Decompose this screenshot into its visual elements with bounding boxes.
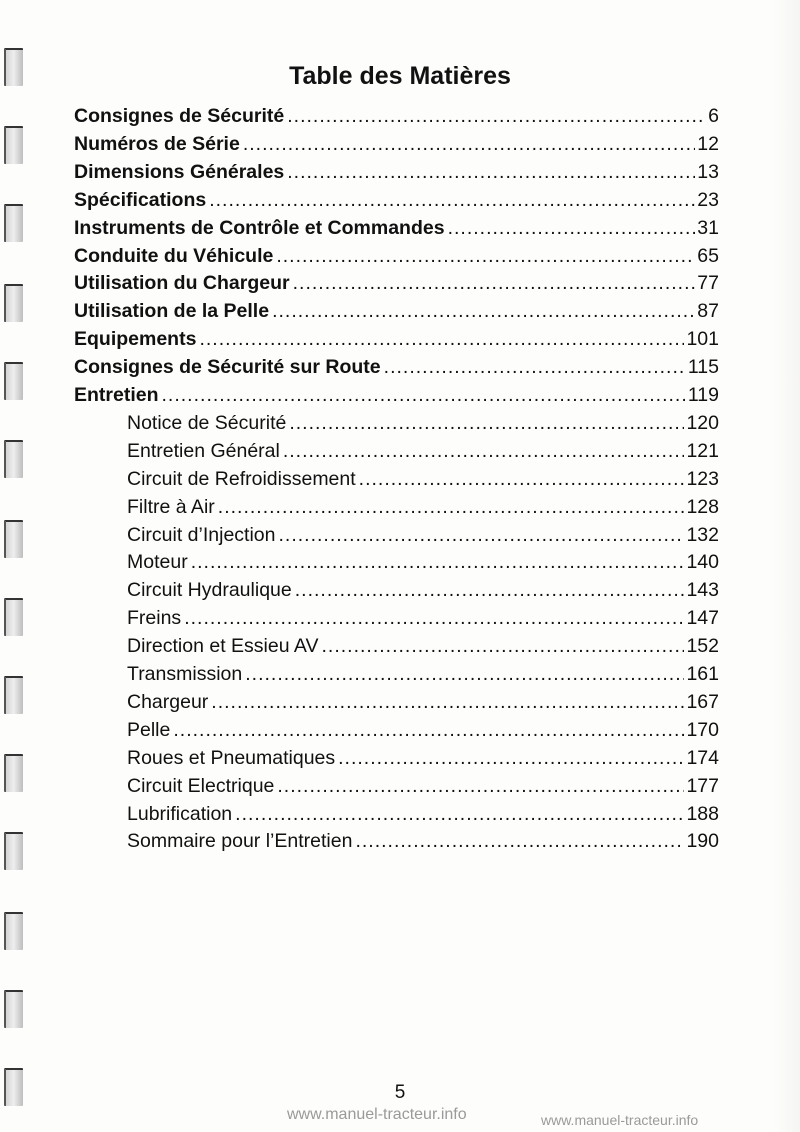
toc-subentry[interactable] — [127, 745, 719, 772]
binding-hole — [4, 598, 23, 636]
toc-entry-label: Numéros de Série — [74, 133, 240, 155]
dot-leader — [295, 577, 685, 604]
toc-entry[interactable] — [74, 326, 719, 353]
toc-entry[interactable] — [74, 159, 719, 186]
toc-subentry[interactable] — [127, 689, 719, 716]
dot-leader — [276, 243, 695, 270]
toc-entry-page: 115 — [687, 356, 719, 378]
dot-leader — [359, 466, 685, 493]
dot-leader — [287, 103, 706, 130]
toc-entry-page: 132 — [686, 524, 719, 546]
toc-entry-label: Entretien Général — [127, 440, 280, 462]
page-title: Table des Matières — [289, 62, 511, 90]
watermark-right: www.manuel-tracteur.info — [541, 1112, 699, 1128]
binding-hole — [4, 284, 23, 322]
toc-entry-label: Freins — [127, 607, 182, 629]
toc-entry-page: 119 — [687, 384, 719, 406]
binding-hole — [4, 990, 23, 1028]
toc-entry-label: Consignes de Sécurité sur Route — [74, 356, 381, 378]
toc-entry-page: 147 — [686, 607, 719, 629]
dot-leader — [245, 661, 684, 688]
toc-entry-label: Filtre à Air — [127, 496, 215, 518]
toc-entry-label: Moteur — [127, 551, 188, 573]
toc-entry-page: 23 — [697, 189, 719, 211]
toc-entry-page: 188 — [686, 803, 719, 825]
toc-entry[interactable] — [74, 103, 719, 130]
toc-entry[interactable] — [74, 243, 719, 270]
toc-entry[interactable] — [74, 354, 719, 381]
toc-entry-page: 31 — [697, 217, 719, 239]
watermark-left: www.manuel-tracteur.info — [287, 1106, 467, 1123]
toc-entry-page: 65 — [697, 245, 719, 267]
dot-leader — [283, 438, 685, 465]
toc-entry-label: Utilisation de la Pelle — [74, 300, 270, 322]
toc-entry-label: Direction et Essieu AV — [127, 635, 319, 657]
toc-subentry[interactable] — [127, 549, 719, 576]
toc-entry-page: 101 — [686, 328, 719, 350]
dot-leader — [278, 522, 684, 549]
binding-hole — [4, 912, 23, 950]
dot-leader — [162, 382, 686, 409]
toc-entry-page: 12 — [697, 133, 719, 155]
toc-entry-page: 170 — [686, 719, 719, 741]
dot-leader — [287, 159, 695, 186]
toc-entry-page: 143 — [686, 579, 719, 601]
toc-entry-label: Entretien — [74, 384, 159, 406]
dot-leader — [209, 187, 695, 214]
toc-entry-label: Consignes de Sécurité — [74, 105, 285, 127]
binding-hole — [4, 832, 23, 870]
dot-leader — [235, 801, 684, 828]
dot-leader — [293, 270, 696, 297]
dot-leader — [384, 354, 686, 381]
toc-subentry[interactable] — [127, 828, 719, 855]
toc-entry-page: 120 — [686, 412, 719, 434]
toc-entry-page: 123 — [686, 468, 719, 490]
toc-entry-label: Circuit de Refroidissement — [127, 468, 356, 490]
binding-hole — [4, 676, 23, 714]
toc-entry-page: 190 — [686, 830, 719, 852]
toc-entry[interactable] — [74, 270, 719, 297]
binding-hole — [4, 440, 23, 478]
dot-leader — [191, 549, 685, 576]
binding-hole — [4, 204, 23, 242]
toc-subentry[interactable] — [127, 661, 719, 688]
dot-leader — [355, 828, 684, 855]
binding-hole — [4, 126, 23, 164]
toc-entry-label: Sommaire pour l’Entretien — [127, 830, 353, 852]
toc-entry-label: Circuit d’Injection — [127, 524, 276, 546]
toc-entry-page: 77 — [697, 272, 719, 294]
toc-entry-page: 13 — [697, 161, 719, 183]
dot-leader — [184, 605, 684, 632]
toc-entry-label: Transmission — [127, 663, 243, 685]
toc-subentry[interactable] — [127, 522, 719, 549]
page-edge-shadow — [774, 0, 800, 1132]
toc-entry[interactable] — [74, 215, 719, 242]
toc-entry-page: 161 — [686, 663, 719, 685]
binding-hole — [4, 754, 23, 792]
dot-leader — [199, 326, 684, 353]
toc-entry-page: 152 — [686, 635, 719, 657]
toc-subentry[interactable] — [127, 577, 719, 604]
dot-leader — [218, 494, 685, 521]
dot-leader — [211, 689, 684, 716]
toc-entry-label: Notice de Sécurité — [127, 412, 287, 434]
toc-entry-page: 128 — [686, 496, 719, 518]
toc-entry-page: 121 — [686, 440, 719, 462]
dot-leader — [338, 745, 684, 772]
binding-hole — [4, 520, 23, 558]
toc-entry-label: Dimensions Générales — [74, 161, 285, 183]
spiral-binding — [0, 0, 30, 1132]
toc-subentry[interactable] — [127, 717, 719, 744]
toc-entry-label: Roues et Pneumatiques — [127, 747, 336, 769]
toc-entry-label: Spécifications — [74, 189, 207, 211]
toc-entry-label: Instruments de Contrôle et Commandes — [74, 217, 445, 239]
toc-entry-page: 87 — [697, 300, 719, 322]
toc-entry[interactable] — [74, 131, 719, 158]
toc-subentry[interactable] — [127, 494, 719, 521]
toc-subentry[interactable] — [127, 633, 719, 660]
dot-leader — [448, 215, 696, 242]
toc-entry[interactable] — [74, 382, 719, 409]
binding-hole — [4, 362, 23, 400]
toc-subentry[interactable] — [127, 438, 719, 465]
toc-subentry[interactable] — [127, 466, 719, 493]
dot-leader — [243, 131, 695, 158]
toc-entry-page: 174 — [686, 747, 719, 769]
dot-leader — [321, 633, 684, 660]
toc-entry-label: Conduite du Véhicule — [74, 245, 274, 267]
toc-entry[interactable] — [74, 187, 719, 214]
toc-entry[interactable] — [74, 298, 719, 325]
toc-entry-page: 177 — [686, 775, 719, 797]
toc-subentry[interactable] — [127, 801, 719, 828]
dot-leader — [289, 410, 684, 437]
toc-subentry[interactable] — [127, 605, 719, 632]
toc-entry-label: Utilisation du Chargeur — [74, 272, 290, 294]
toc-entry-label: Chargeur — [127, 691, 209, 713]
page-number: 5 — [394, 1082, 406, 1103]
toc-subentry[interactable] — [127, 410, 719, 437]
toc-subentry[interactable] — [127, 773, 719, 800]
dot-leader — [173, 717, 684, 744]
toc-entry-page: 140 — [686, 551, 719, 573]
dot-leader — [272, 298, 695, 325]
toc-entry-page: 167 — [686, 691, 719, 713]
toc-entry-page: 6 — [708, 105, 719, 127]
toc-entry-label: Pelle — [127, 719, 171, 741]
toc-entry-label: Circuit Hydraulique — [127, 579, 292, 601]
toc-entry-label: Circuit Electrique — [127, 775, 275, 797]
toc-entry-label: Equipements — [74, 328, 197, 350]
dot-leader — [277, 773, 684, 800]
toc-entry-label: Lubrification — [127, 803, 233, 825]
